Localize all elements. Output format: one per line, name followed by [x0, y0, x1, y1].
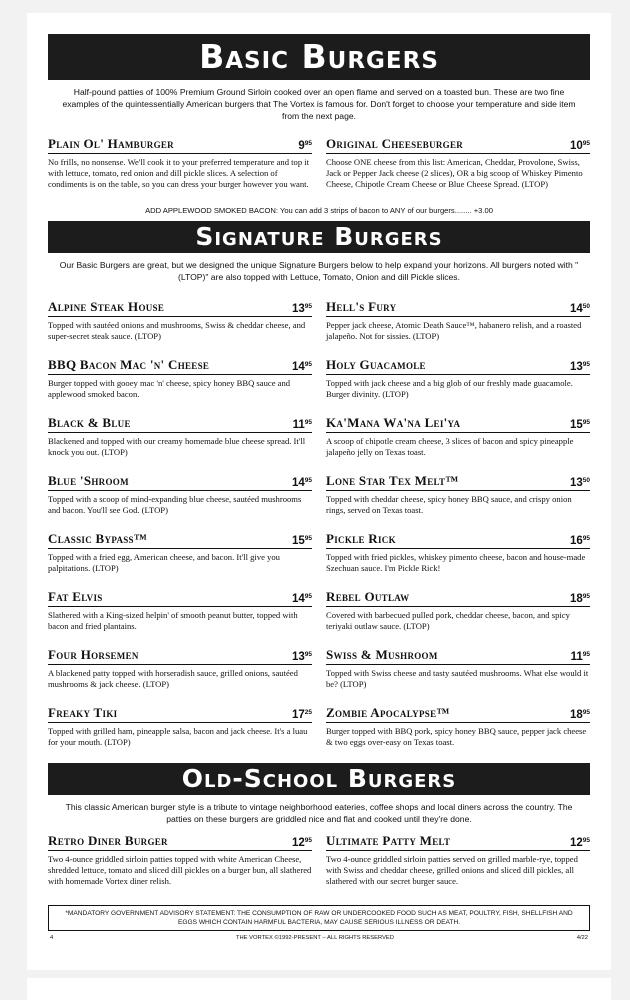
item-name: Ka'Mana Wa'na Lei'ya	[326, 415, 461, 430]
menu-item	[48, 531, 312, 589]
old-school-burgers-intro: This classic American burger style is a tribute to vintage neighborhood eateries, coffee shops and local diners across the country. The patties on these burgers are griddled nice and flat and cooked until they're done.	[65, 802, 573, 824]
item-price: $14^{95}$	[291, 593, 312, 605]
signature-burgers-grid	[48, 299, 590, 763]
item-name: Retro Diner Burger	[48, 833, 168, 848]
item-description: Choose ONE cheese from this list: American, Cheddar, Provolone, Swiss, Jack or Pepper Jack cheese (2 slices), OR a big scoop of Whiskey Pimento Cheese, Chipotle Cream Cheese or Blue Cheese Spread. (LTOP)	[326, 157, 583, 189]
old-school-burgers-grid	[48, 833, 590, 899]
item-price: $12^{95}$	[569, 837, 590, 849]
menu-item	[326, 136, 590, 202]
item-price: $17^{25}$	[291, 709, 312, 721]
item-price: $11^{95}$	[292, 419, 312, 431]
item-price: $14^{50}$	[569, 303, 590, 315]
government-advisory-statement: *MANDATORY GOVERNMENT ADVISORY STATEMENT: THE CONSUMPTION OF RAW OR UNDERCOOKED FOOD SUCH AS MEAT, POULTRY, FISH, SHELLFISH AND EGGS WHICH CONTAIN HARMFUL BACTERIA, MAY CAUSE SERIOUS ILLNESS OR DEATH.	[48, 905, 590, 931]
item-description: Topped with a scoop of mind-expanding blue cheese, sautéed mushrooms and bacon. You'll see God. (LTOP)	[48, 494, 302, 515]
basic-burgers-banner: Basic Burgers	[48, 34, 590, 80]
item-name: Holy Guacamole	[326, 357, 426, 372]
item-description: No frills, no nonsense. We'll cook it to your preferred temperature and top it with lettuce, tomato, red onion and dill pickle slices. A selection of condiments is on the table, so you can dress your burger however you want.	[48, 157, 310, 189]
copyright: THE VORTEX ©1992-PRESENT – ALL RIGHTS RESERVED	[235, 935, 394, 941]
item-name: Classic Bypass™	[48, 531, 148, 546]
item-price: $15^{95}$	[291, 535, 312, 547]
item-price: $13^{95}$	[291, 303, 312, 315]
menu-item	[326, 299, 590, 357]
menu-item	[326, 705, 590, 763]
item-name: Alpine Steak House	[48, 299, 165, 314]
menu-item	[326, 833, 590, 899]
signature-burgers-intro: Our Basic Burgers are great, but we designed the unique Signature Burgers below to help expand your horizons. All burgers noted with "(LTOP)" are also topped with Lettuce, Tomato, Onion and dill Pickle slices.	[59, 260, 579, 282]
page-number: 4	[50, 935, 54, 941]
item-name: Original Cheeseburger	[326, 136, 464, 151]
item-name: Four Horsemen	[48, 647, 139, 662]
menu-item	[326, 589, 590, 647]
basic-burgers-grid	[48, 136, 590, 202]
item-description: A scoop of chipotle cream cheese, 3 slices of bacon and spicy pineapple jalapeño jelly on Texas toast.	[326, 436, 574, 457]
item-description: Blackened and topped with our creamy homemade blue cheese spread. It'll knock you out. (LTOP)	[48, 436, 306, 457]
menu-item	[326, 647, 590, 705]
item-description: Covered with barbecued pulled pork, cheddar cheese, bacon, and spicy teriyaki outlaw sauce. (LTOP)	[326, 610, 570, 631]
menu-item	[326, 531, 590, 589]
item-price: $14^{95}$	[291, 477, 312, 489]
item-description: A blackened patty topped with horseradish sauce, grilled onions, sautéed mushrooms & jack cheese. (LTOP)	[48, 668, 298, 689]
item-name: Swiss & Mushroom	[326, 647, 438, 662]
menu-item	[48, 647, 312, 705]
item-description: Slathered with a King-sized helpin' of smooth peanut butter, topped with bacon and fried plantains.	[48, 610, 298, 631]
item-description: Pepper jack cheese, Atomic Death Sauce™, habanero relish, and a roasted jalapeño. Not for sissies. (LTOP)	[326, 320, 582, 341]
item-price: $18^{95}$	[569, 709, 590, 721]
item-name: Blue 'Shroom	[48, 473, 129, 488]
item-price: $11^{95}$	[570, 651, 590, 663]
item-price: $14^{95}$	[291, 361, 312, 373]
item-name: BBQ Bacon Mac 'n' Cheese	[48, 357, 210, 372]
item-description: Topped with grilled ham, pineapple salsa, bacon and jack cheese. It's a luau for your mouth. (LTOP)	[48, 726, 308, 747]
item-name: Rebel Outlaw	[326, 589, 410, 604]
item-description: Topped with cheddar cheese, spicy honey BBQ sauce, and crispy onion rings, served on Texas toast.	[326, 494, 572, 515]
item-description: Topped with a fried egg, American cheese, and bacon. It'll give you palpitations. (LTOP)	[48, 552, 280, 573]
item-price: $9^{95}$	[298, 140, 312, 152]
item-price: $18^{95}$	[569, 593, 590, 605]
menu-item	[326, 473, 590, 531]
bacon-addon-note: ADD APPLEWOOD SMOKED BACON: You can add 3 strips of bacon to ANY of our burgers........ +3.00	[145, 206, 493, 215]
revision-date: 4/22	[576, 935, 588, 941]
item-price: $12^{95}$	[291, 837, 312, 849]
item-price: $10^{95}$	[569, 140, 590, 152]
item-name: Freaky Tiki	[48, 705, 118, 720]
next-page-edge	[27, 978, 611, 1000]
item-price: $13^{95}$	[291, 651, 312, 663]
signature-burgers-banner: Signature Burgers	[48, 221, 590, 253]
menu-page	[27, 13, 611, 970]
item-price: $15^{95}$	[569, 419, 590, 431]
menu-item	[48, 136, 312, 202]
page-footer	[48, 935, 590, 941]
item-price: $13^{95}$	[569, 361, 590, 373]
item-name: Plain Ol' Hamburger	[48, 136, 174, 151]
item-description: Two 4-ounce griddled sirloin patties topped with white American Cheese, shredded lettuce, tomato and sliced dill pickles on a burger bun, all slathered with homemade Vortex diner relish.	[48, 854, 312, 886]
item-name: Ultimate Patty Melt	[326, 833, 451, 848]
item-name: Fat Elvis	[48, 589, 103, 604]
item-description: Burger topped with gooey mac 'n' cheese, spicy honey BBQ sauce and applewood smoked bacon.	[48, 378, 291, 399]
item-description: Two 4-ounce griddled sirloin patties served on grilled marble-rye, topped with Swiss and cheddar cheese, grilled onions and sliced dill pickles, all slathered with our secret burger sauce.	[326, 854, 578, 886]
menu-item	[326, 357, 590, 415]
item-description: Topped with sautéed onions and mushrooms, Swiss & cheddar cheese, and super-secret steak sauce. (LTOP)	[48, 320, 306, 341]
menu-item	[48, 833, 312, 899]
menu-item	[48, 357, 312, 415]
item-name: Black & Blue	[48, 415, 131, 430]
item-description: Topped with Swiss cheese and tasty sautéed mushrooms. What else would it be? (LTOP)	[326, 668, 589, 689]
menu-item	[48, 415, 312, 473]
item-price: $16^{95}$	[569, 535, 590, 547]
menu-item	[48, 589, 312, 647]
menu-item	[48, 473, 312, 531]
item-price: $13^{50}$	[569, 477, 590, 489]
item-name: Zombie Apocalypse™	[326, 705, 450, 720]
item-description: Topped with jack cheese and a big glob of our freshly made guacamole. Burger divinity. (LTOP)	[326, 378, 573, 399]
item-name: Pickle Rick	[326, 531, 396, 546]
menu-item	[48, 705, 312, 763]
item-name: Hell's Fury	[326, 299, 397, 314]
item-name: Lone Star Tex Melt™	[326, 473, 459, 488]
item-description: Burger topped with BBQ pork, spicy honey BBQ sauce, pepper jack cheese & two eggs over-easy on Texas toast.	[326, 726, 587, 747]
old-school-burgers-banner: Old-School Burgers	[48, 763, 590, 795]
item-description: Topped with fried pickles, whiskey pimento cheese, bacon and house-made Szechuan sauce. I'm Pickle Rick!	[326, 552, 586, 573]
menu-item	[48, 299, 312, 357]
basic-burgers-intro: Half-pound patties of 100% Premium Ground Sirloin cooked over an open flame and served on a toasted bun. These are two fine examples of the quintessentially American burgers that The Vortex is famous for. Don't forget to choose your temperature and side item from the next page.	[62, 87, 576, 121]
menu-item	[326, 415, 590, 473]
